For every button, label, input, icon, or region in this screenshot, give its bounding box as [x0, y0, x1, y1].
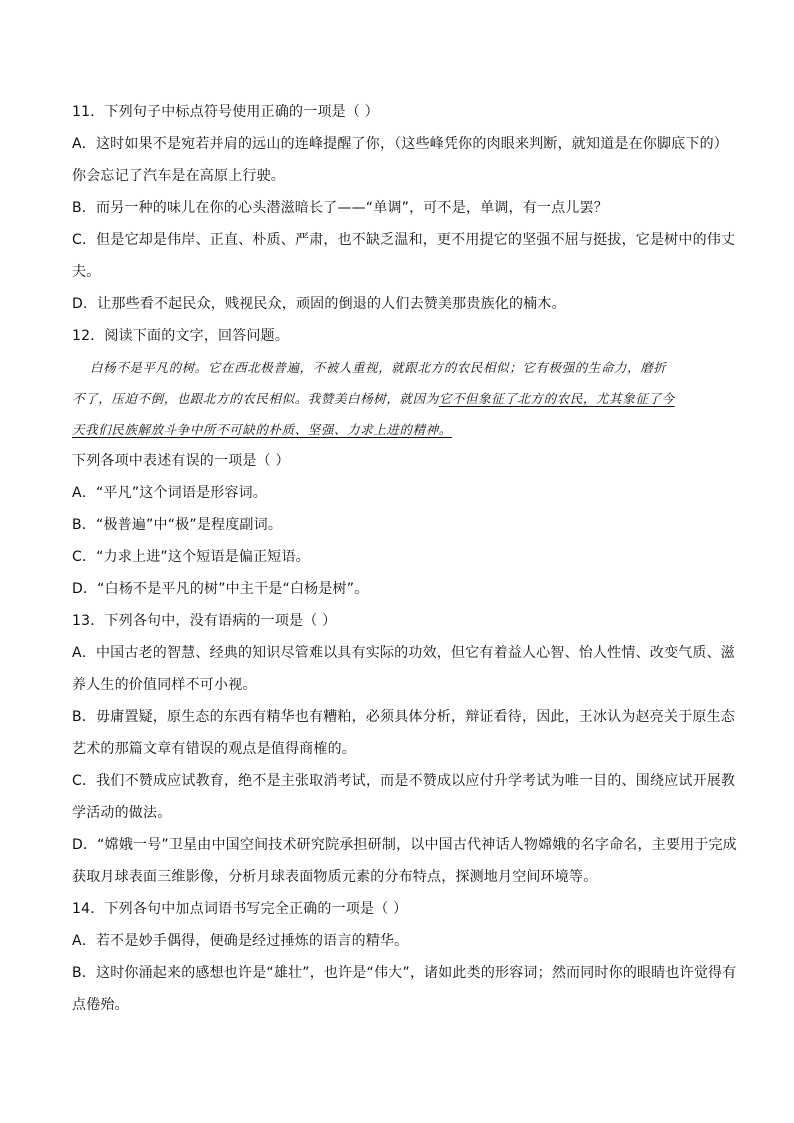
question-13-option-b: B．毋庸置疑，原生态的东西有精华也有糟粕，必须具体分析，辩证看待，因此，王冰认为赵亮关于原生态 — [72, 709, 736, 725]
question-12-stem: 12．阅读下面的文字，回答问题。 — [72, 328, 290, 344]
question-13-stem: 13．下列各句中，没有语病的一项是（ ） — [72, 613, 337, 629]
question-12-prompt: 下列各项中表述有误的一项是（ ） — [72, 453, 290, 469]
question-12-option-a: A．“平凡”这个词语是形容词。 — [72, 485, 268, 501]
question-13-option-d-cont: 获取月球表面三维影像，分析月球表面物质元素的分布特点，探测地月空间环境等。 — [72, 869, 598, 885]
passage-text: 不了，压迫不倒，也跟北方的农民相似。我赞美白杨树，就因为 — [72, 391, 439, 406]
passage-underlined-text: 它不但象征了北方的农民，尤其象征了今 — [438, 391, 675, 406]
question-14-stem: 14．下列各句中加点词语书写完全正确的一项是（ ） — [72, 901, 408, 917]
question-11-option-c-cont: 夫。 — [72, 264, 101, 280]
question-12-option-b: B．“极普遍”中“极”是程度副词。 — [72, 517, 283, 533]
question-11-option-a: A．这时如果不是宛若并肩的远山的连峰提醒了你，（这些峰凭你的肉眼来判断，就知道是在你脚底下的） — [72, 136, 728, 152]
question-14-option-b: B．这时你涌起来的感想也许是“雄壮”，也许是“伟大”，诸如此类的形容词；然而同时你的眼睛也许觉得有 — [72, 965, 737, 981]
question-13-option-a: A．中国古老的智慧、经典的知识尽管难以具有实际的功效，但它有着益人心智、怡人性情、改变气质、滋 — [72, 645, 735, 661]
exam-page — [72, 96, 737, 1021]
question-14-option-b-cont: 点倦殆。 — [72, 997, 129, 1013]
question-11-option-d: D．让那些看不起民众，贱视民众，顽固的倒退的人们去赞美那贵族化的楠木。 — [72, 296, 566, 312]
question-13-option-b-cont: 艺术的那篇文章有错误的观点是值得商榷的。 — [72, 741, 356, 757]
passage-underlined-text: 天我们民族解放斗争中所不可缺的朴质、坚强、力求上进的精神。 — [72, 422, 452, 437]
question-11-stem: 11．下列句子中标点符号使用正确的一项是（ ） — [72, 104, 379, 120]
question-13-option-c: C．我们不赞成应试教育，绝不是主张取消考试，而是不赞成以应付升学考试为唯一目的、围绕应试开展教 — [72, 773, 736, 789]
question-13-option-a-cont: 养人生的价值同样不可小视。 — [72, 677, 257, 693]
question-13-option-c-cont: 学活动的做法。 — [72, 805, 172, 821]
question-13-option-d: D．“嫦娥一号”卫星由中国空间技术研究院承担研制，以中国古代神话人物嫦娥的名字命名，主要用于完成 — [72, 837, 737, 853]
question-12-option-d: D．“白杨不是平凡的树”中主干是“白杨是树”。 — [72, 581, 369, 597]
question-12-option-c: C．“力求上进”这个短语是偏正短语。 — [72, 549, 310, 565]
question-14-option-a: A．若不是妙手偶得，便确是经过捶炼的语言的精华。 — [72, 933, 409, 949]
question-11-option-b: B．而另一种的味儿在你的心头潜滋暗长了——“单调”，可不是，单调，有一点儿罢？ — [72, 200, 608, 216]
reading-passage-line-1: 白杨不是平凡的树。它在西北极普遍，不被人重视，就跟北方的农民相似；它有极强的生命力，磨折 — [90, 360, 667, 375]
question-11-option-c: C．但是它却是伟岸、正直、朴质、严肃，也不缺乏温和，更不用提它的坚强不屈与挺拔，它是树中的伟丈 — [72, 232, 736, 248]
reading-passage-line-3 — [72, 414, 732, 445]
reading-passage-line-2 — [72, 383, 732, 414]
question-11-option-a-cont: 你会忘记了汽车是在高原上行驶。 — [72, 168, 285, 184]
